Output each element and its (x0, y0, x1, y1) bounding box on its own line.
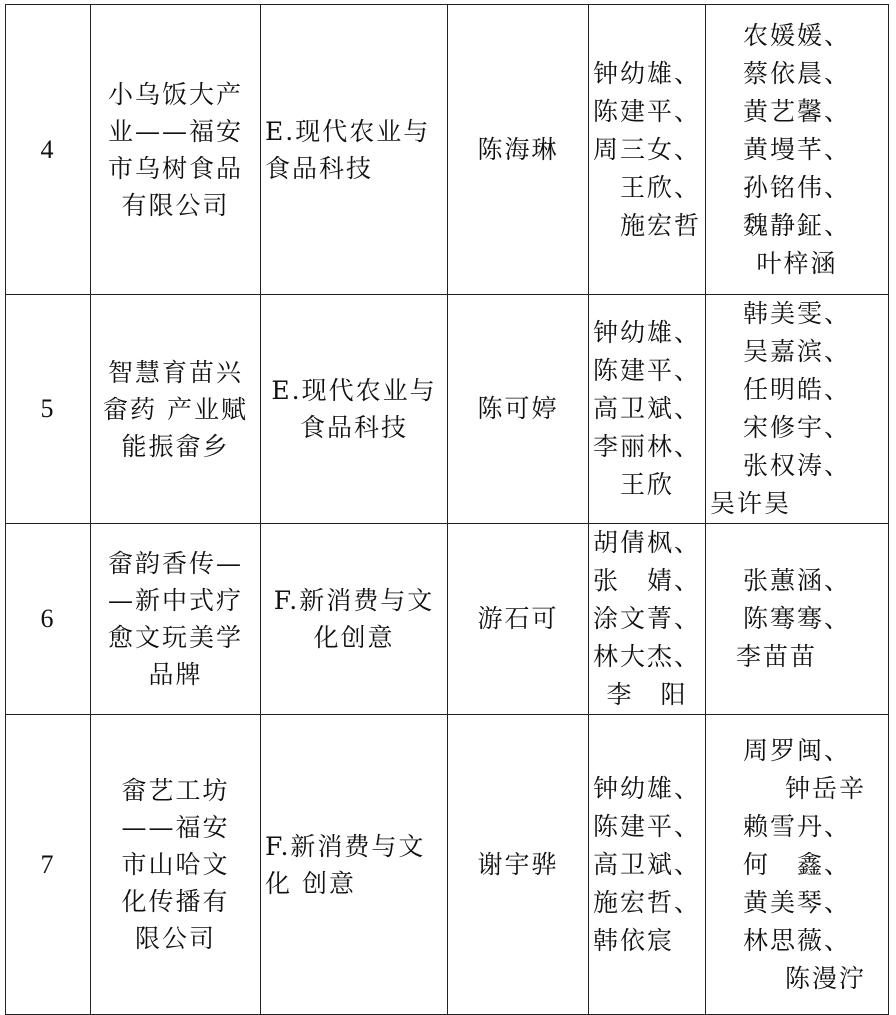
leader: 谢宇骅 (448, 715, 589, 1015)
team-table (5, 4, 889, 1015)
leader: 陈可婷 (448, 295, 589, 524)
members: 农媛媛、 蔡依晨、 黄艺馨、 黄墁芊、 孙铭伟、 魏静鉦、 叶梓涵 (706, 5, 889, 295)
table-row (6, 5, 889, 295)
category: E.现代农业与 食品科技 (261, 295, 448, 524)
project-name: 畲韵香传— —新中式疗 愈文玩美学 品牌 (91, 524, 261, 715)
teachers: 钟幼雄、 陈建平、 高卫斌、 李丽林、 王欣 (589, 295, 706, 524)
category: F.新消费与文 化 创意 (261, 715, 448, 1015)
row-number: 7 (6, 715, 91, 1015)
row-number: 4 (6, 5, 91, 295)
members: 张蕙涵、 陈骞骞、 李苗苗 (706, 524, 889, 715)
members: 周罗闽、 钟岳辛 赖雪丹、 何 鑫、 黄美琴、 林思薇、 陈漫泞 (706, 715, 889, 1015)
row-number: 6 (6, 524, 91, 715)
table-row (6, 295, 889, 524)
members: 韩美雯、 吴嘉滨、 任明皓、 宋修宇、 张权涛、 吴许昊 (706, 295, 889, 524)
teachers: 胡倩枫、 张 婧、 涂文菁、 林大杰、 李 阳 (589, 524, 706, 715)
leader: 陈海琳 (448, 5, 589, 295)
table-row (6, 715, 889, 1015)
project-name: 小乌饭大产 业——福安 市乌树食品 有限公司 (91, 5, 261, 295)
project-name: 畲艺工坊 ——福安 市山哈文 化传播有 限公司 (91, 715, 261, 1015)
category: E.现代农业与 食品科技 (261, 5, 448, 295)
teachers: 钟幼雄、 陈建平、 高卫斌、 施宏哲、 韩依宸 (589, 715, 706, 1015)
project-name: 智慧育苗兴 畲药 产业赋 能振畲乡 (91, 295, 261, 524)
leader: 游石可 (448, 524, 589, 715)
category: F.新消费与文 化创意 (261, 524, 448, 715)
table-row (6, 524, 889, 715)
teachers: 钟幼雄、 陈建平、 周三女、 王欣、 施宏哲 (589, 5, 706, 295)
row-number: 5 (6, 295, 91, 524)
